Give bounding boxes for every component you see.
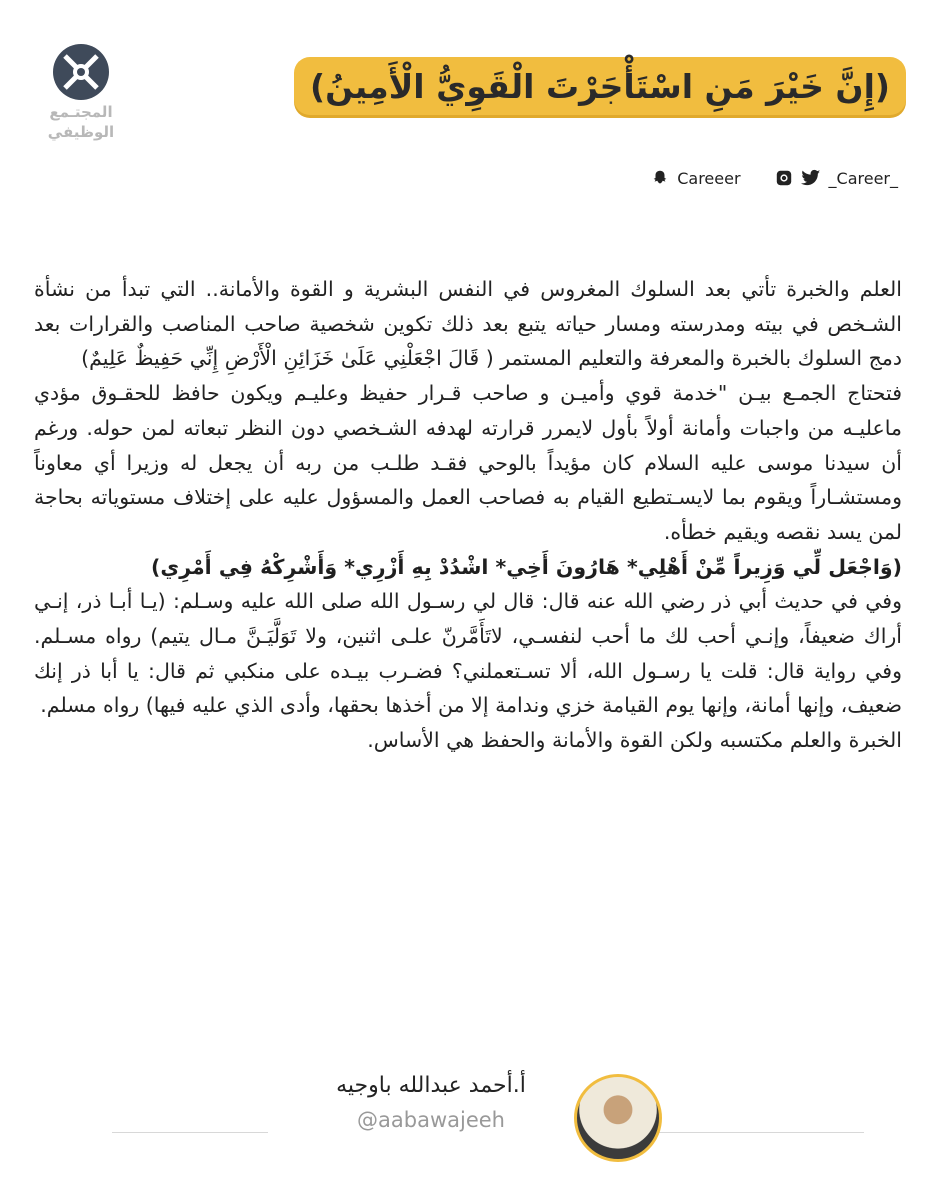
footer-divider-left [112, 1132, 268, 1133]
title-banner [294, 57, 906, 115]
twitter-icon [801, 169, 821, 187]
instagram-icon [775, 169, 793, 187]
snapchat-icon [651, 169, 669, 187]
author-handle[interactable]: @aabawajeeh [357, 1108, 505, 1132]
social-handles [651, 166, 898, 190]
snapchat-handle[interactable]: Careeer [677, 168, 741, 188]
paragraph-need: فتحتاج الجمـع بيـن "خدمة قوي وأميـن و صاحب قـرار حفيظ وعليـم ويكون حافظ للحقـوق مؤدي ماعليـه من واجبات وأمانة أولاً بأول لايمرر قرارته لهدفه الشـخصي دون النظر تبعاته لمن حوله. ورغم أن سيدنا موسى عليه السلام كان مؤيداً بالوحي فقـد طلـب من ربه أن يجعل له وزيرا أي معاوناً ومستشـاراً ويقوم بما لايسـتطيع القيام به فصاحب العمل والمسؤول عليه على إختلاف مستوياته بحاجة لمن يسد نقصه ويقيم خطأه. [34, 381, 902, 544]
quran-verse: (وَاجْعَل لِّي وَزِيراً مِّنْ أَهْلِي* هَارُونَ أَخِي* اشْدُدْ بِهِ أَزْرِي* وَأَشْرِكْهُ فِي أَمْرِي) [151, 554, 902, 579]
author-name: أ.أحمد عبدالله باوجيه [336, 1073, 526, 1098]
logo-text-line1: المجتـمع [49, 103, 113, 121]
paragraph-hadith: وفي في حديث أبي ذر رضي الله عنه قال: قال لي رسـول الله صلى الله عليه وسـلم: (يـا أبـا ذر، إنـي أراك ضعيفاً، وإنـي أحب لك ما أحب لنفسـي، لاتَأَمَّرنّ علـى اثنين، ولا تَوَلَّيَـنَّ مـال يتيم) رواه مسـلم. وفي رواية قال: قلت يا رسـول الله، ألا تسـتعملني؟ فضـرب بيـده على منكبي ثم قال: يا أبا ذر إنك ضعيف، وإنها أمانة، وإنها يوم القيامة خزي وندامة إلا من أخذها بحقها، وأدى الذي عليه فيها) رواه مسلم. [34, 589, 902, 718]
article-body [34, 272, 902, 758]
author-avatar [574, 1074, 662, 1162]
community-logo-icon [51, 42, 111, 102]
page-title: (إِنَّ خَيْرَ مَنِ اسْتَأْجَرْتَ الْقَوِيُّ الْأَمِينُ) [310, 66, 890, 106]
author-block [286, 1073, 576, 1132]
twitter-instagram-handle[interactable]: _Career_ [828, 168, 898, 188]
paragraph-conclusion: الخبرة والعلم مكتسبه ولكن القوة والأمانة والحفظ هي الأساس. [367, 728, 902, 753]
community-logo [46, 42, 116, 142]
paragraph-intro: العلم والخبرة تأتي بعد السلوك المغروس في النفس البشرية و القوة والأمانة.. التي تبدأ من نشأة الشـخص في بيته ومدرسته ومسار حياته يتبع بعد ذلك تكوين شخصية صاحب المناصب والقرارات بعد دمج السلوك بالخبرة والمعرفة والتعليم المستمر ( قَالَ اجْعَلْنِي عَلَىٰ خَزَائِنِ الْأَرْضِ إِنِّي حَفِيظٌ عَلِيمٌ) [34, 277, 902, 371]
logo-text-line2: الوظيفي [47, 123, 115, 141]
